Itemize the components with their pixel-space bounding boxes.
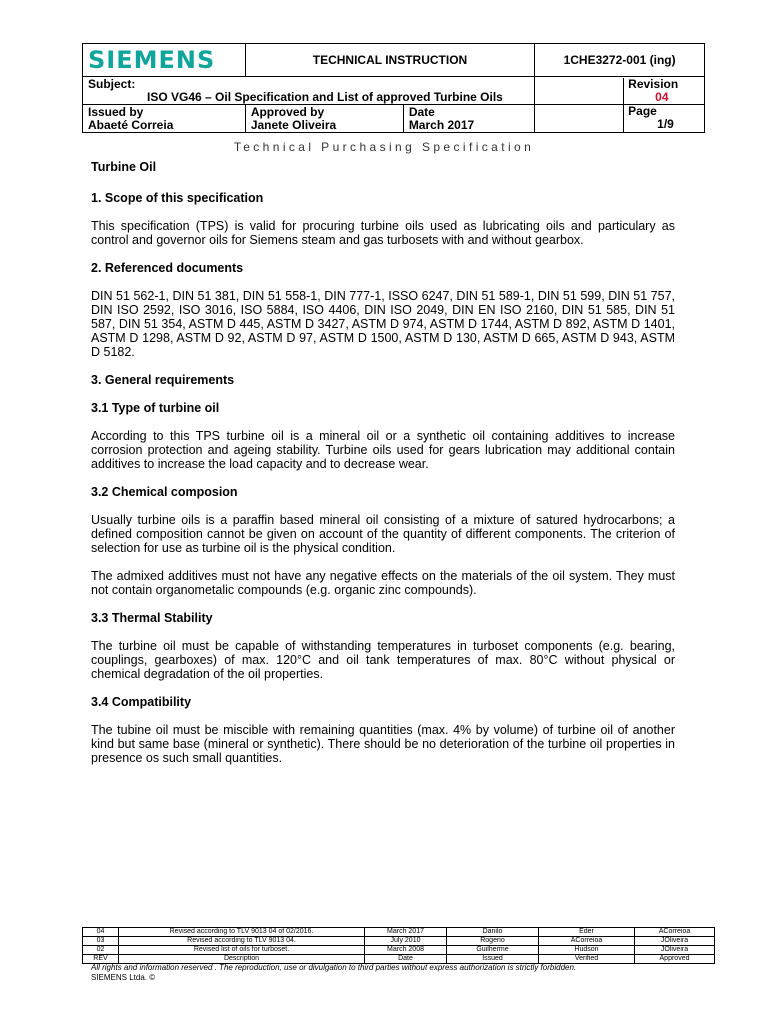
page-label: Page: [628, 104, 657, 118]
rights-notice: All rights and information reserved . The reproduction, use or divulgation to third parties without express authorization is strictly forbidden.: [91, 963, 577, 972]
document-body: [91, 160, 675, 765]
section-heading: 3. General requirements: [91, 373, 235, 387]
table-cell: Hudson: [539, 946, 635, 955]
paragraph: This specification (TPS) is valid for procuring turbine oils used as lubricating oils and particulary as control and governor oils for Siemens steam and gas turbosets with and without gearbox.: [91, 219, 675, 247]
column-header: Description: [119, 955, 365, 964]
document-header: [82, 43, 705, 133]
table-cell: 02: [83, 946, 119, 955]
revision-history-table: [82, 927, 715, 964]
table-cell: 03: [83, 937, 119, 946]
paragraph: Usually turbine oils is a paraffin based mineral oil consisting of a mixture of satured hydrocarbons; a defined composition cannot be given on account of the quantity of different components. The criterion of selection for use as turbine oil is the physical condition.: [91, 513, 675, 555]
table-cell: Eder: [539, 928, 635, 937]
document-title: Technical Purchasing Specification: [233, 140, 535, 154]
approved-by-name: Janete Oliveira: [250, 118, 337, 132]
table-cell: JOliveira: [635, 937, 715, 946]
section-heading: 1. Scope of this specification: [91, 191, 264, 205]
page-footer: [91, 963, 576, 983]
document-type: TECHNICAL INSTRUCTION: [245, 44, 534, 77]
column-header: Verified: [539, 955, 635, 964]
table-cell: ACorreioa: [539, 937, 635, 946]
table-cell: ACorreioa: [635, 928, 715, 937]
approved-by-label: Approved by: [250, 105, 325, 119]
table-cell: Guilherme: [447, 946, 539, 955]
subject-label: Subject:: [88, 77, 136, 91]
siemens-logo: SIEMENS: [88, 46, 216, 74]
revision-label: Revision: [628, 76, 679, 91]
table-cell: Rogerio: [447, 937, 539, 946]
table-cell: Revised according to TLV 9013 04.: [119, 937, 365, 946]
paragraph: The turbine oil must be capable of withstanding temperatures in turboset components (e.g. bearing, couplings, gearboxes) of max. 120°C and oil tank temperatures of max. 80°C without physical or chemical degradation of the oil properties.: [91, 639, 675, 681]
table-cell: Revised list of oils for turboset.: [119, 946, 365, 955]
section-heading: 2. Referenced documents: [91, 261, 244, 275]
column-header: Issued: [447, 955, 539, 964]
table-cell: July 2010: [365, 937, 447, 946]
table-cell: 04: [83, 928, 119, 937]
column-header: REV: [83, 955, 119, 964]
column-header: Date: [365, 955, 447, 964]
table-row: [83, 937, 715, 946]
paragraph: According to this TPS turbine oil is a mineral oil or a synthetic oil containing additives to increase corrosion protection and ageing stability. Turbine oils used for gears lubrication may additional contain additives to increase the load capacity and to decrease wear.: [91, 429, 675, 471]
paragraph: The tubine oil must be miscible with remaining quantities (max. 4% by volume) of turbine oil of another kind but same base (mineral or synthetic). There should be no deterioration of the turbine oil properties in presence os such small quantities.: [91, 723, 675, 765]
section-heading: 3.1 Type of turbine oil: [91, 401, 220, 415]
revision-number: 04: [655, 89, 669, 104]
issued-by-label: Issued by: [88, 104, 144, 119]
table-cell: JOliveira: [635, 946, 715, 955]
page-number: 1/9: [657, 117, 674, 131]
table-cell: Revised according to TLV 9013 04 of 02/2016.: [119, 928, 365, 937]
paragraph: DIN 51 562-1, DIN 51 381, DIN 51 558-1, DIN 777-1, ISSO 6247, DIN 51 589-1, DIN 51 599, DIN 51 757, DIN ISO 2592, ISO 3016, ISO 5884, ISO 4406, DIN ISO 2049, DIN EN ISO 2160, DIN 51 585, DIN 51 587, DIN 51 354, ASTM D 445, ASTM D 3427, ASTM D 974, ASTM D 1744, ASTM D 892, ASTM D 1401, ASTM D 1298, ASTM D 92, ASTM D 97, ASTM D 1500, ASTM D 130, ASTM D 665, ASTM D 943, ASTM D 5182.: [91, 289, 675, 359]
logo-cell: [83, 44, 246, 77]
subject-text: ISO VG46 – Oil Specification and List of approved Turbine Oils: [147, 90, 503, 104]
column-header: Approved: [635, 955, 715, 964]
table-cell: March 2008: [365, 946, 447, 955]
section-heading: 3.3 Thermal Stability: [91, 611, 213, 625]
table-row: [83, 946, 715, 955]
table-row: [83, 928, 715, 937]
paragraph: The admixed additives must not have any negative effects on the materials of the oil system. They must not contain organometalic compounds (e.g. organic zinc compounds).: [91, 569, 675, 597]
table-cell: March 2017: [365, 928, 447, 937]
date-value: March 2017: [408, 118, 475, 132]
date-label: Date: [408, 105, 435, 119]
section-heading: 3.2 Chemical composion: [91, 485, 238, 499]
issued-by-name: Abaeté Correia: [88, 117, 174, 132]
table-cell: Danilo: [447, 928, 539, 937]
section-heading: 3.4 Compatibility: [91, 695, 192, 709]
company-copyright: SIEMENS Ltda. ©: [91, 973, 156, 982]
document-number: 1CHE3272-001 (ing): [535, 44, 705, 77]
section-heading: Turbine Oil: [91, 160, 157, 174]
